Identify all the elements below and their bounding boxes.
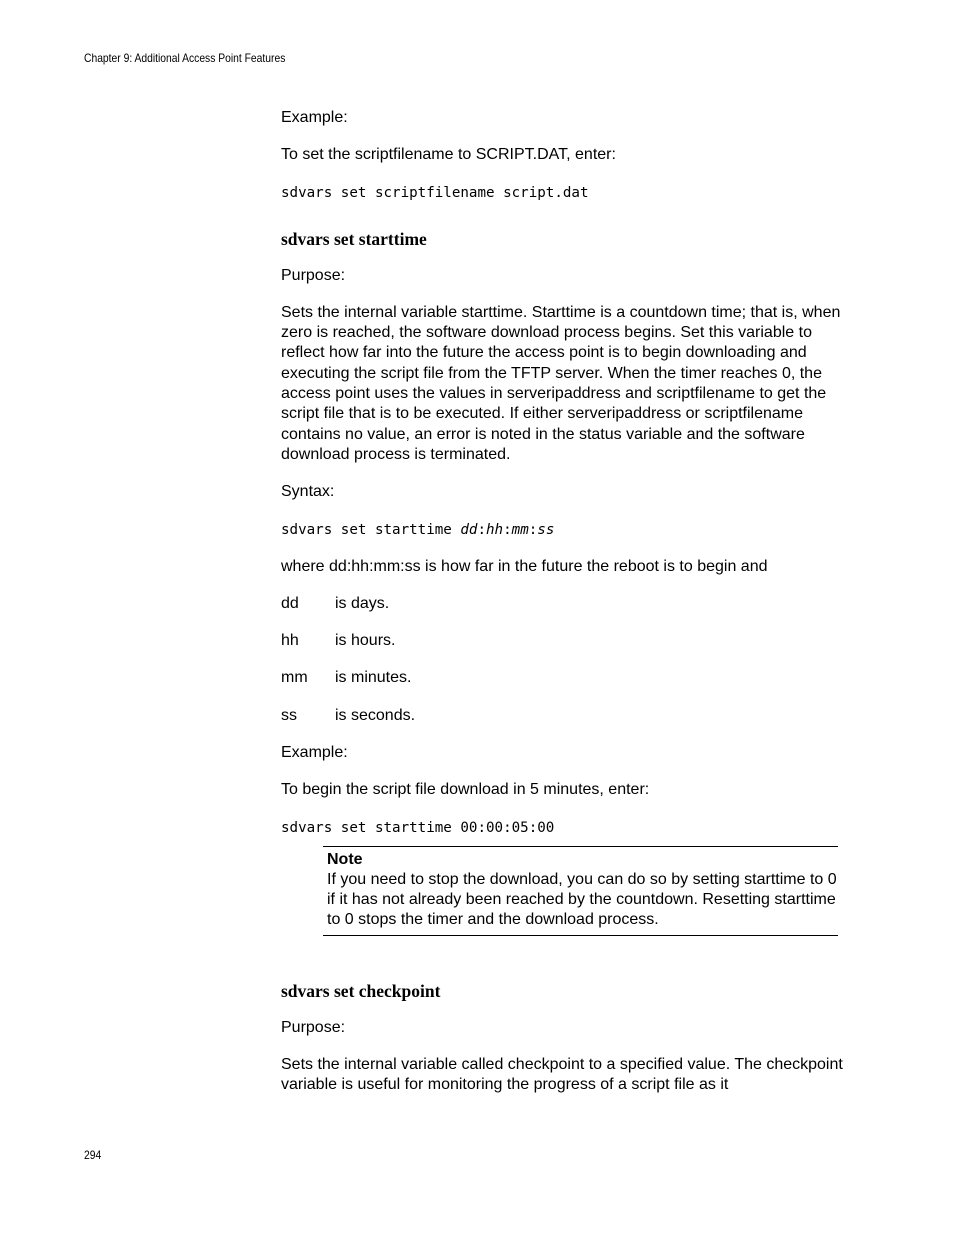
syntax-sep: : [477, 521, 487, 538]
purpose-label: Purpose: [281, 266, 346, 284]
definition-row [281, 594, 843, 614]
definition-row [281, 706, 843, 726]
section-heading-starttime: sdvars set starttime [281, 228, 427, 249]
where-text: where dd:hh:mm:ss is how far in the future the reboot is to begin and [281, 557, 768, 575]
definition-term: hh [281, 632, 299, 650]
example-description: To set the scriptfilename to SCRIPT.DAT, enter: [281, 146, 616, 164]
definition-desc: is days. [335, 594, 390, 612]
syntax-param-ss: ss [537, 521, 555, 538]
section-heading-checkpoint: sdvars set checkpoint [281, 980, 441, 1001]
example-command: sdvars set starttime 00:00:05:00 [281, 819, 555, 836]
definition-desc: is seconds. [335, 706, 416, 724]
example-label: Example: [281, 744, 348, 762]
purpose-text: Sets the internal variable called checkpoint to a specified value. The checkpoint variable is useful for monitoring the progress of a script file as it [281, 1055, 843, 1094]
page-number: 294 [84, 1148, 102, 1162]
example-label: Example: [281, 109, 348, 126]
definition-term: dd [281, 594, 299, 612]
syntax-command [281, 520, 843, 540]
syntax-command-prefix: sdvars set starttime [281, 521, 461, 538]
syntax-sep: : [528, 521, 538, 538]
definition-desc: is hours. [335, 632, 396, 650]
example-command: sdvars set scriptfilename script.dat [281, 184, 589, 201]
syntax-param-dd: dd [460, 521, 478, 538]
purpose-label: Purpose: [281, 1018, 346, 1036]
definition-row [281, 631, 843, 651]
note-text: If you need to stop the download, you can do so by setting starttime to 0 if it has not already been reached by the countdown. Resetting starttime to 0 stops the timer and the download process. [327, 870, 837, 929]
definition-term: ss [281, 706, 297, 724]
syntax-label: Syntax: [281, 483, 335, 501]
definition-row [281, 668, 843, 688]
purpose-text: Sets the internal variable starttime. Starttime is a countdown time; that is, when zero is reached, the software download process begins. Set this variable to reflect how far into the future the access point is to begin downloading and executing the script file from the TFTP server. When the timer reaches 0, the access point uses the values in serveripaddress and scriptfilename to get the script file that is to be executed. If either serveripaddress or scriptfilename contains no value, an error is noted in the status variable and the software download process is terminated. [281, 303, 841, 463]
page-content [281, 108, 843, 1112]
definition-term: mm [281, 669, 308, 687]
syntax-param-mm: mm [511, 521, 529, 538]
definition-desc: is minutes. [335, 669, 412, 687]
running-header: Chapter 9: Additional Access Point Features [84, 51, 286, 65]
example-description: To begin the script file download in 5 minutes, enter: [281, 781, 650, 799]
note-box [323, 846, 838, 936]
syntax-param-hh: hh [486, 521, 504, 538]
syntax-sep: : [503, 521, 512, 538]
note-title: Note [327, 850, 363, 868]
